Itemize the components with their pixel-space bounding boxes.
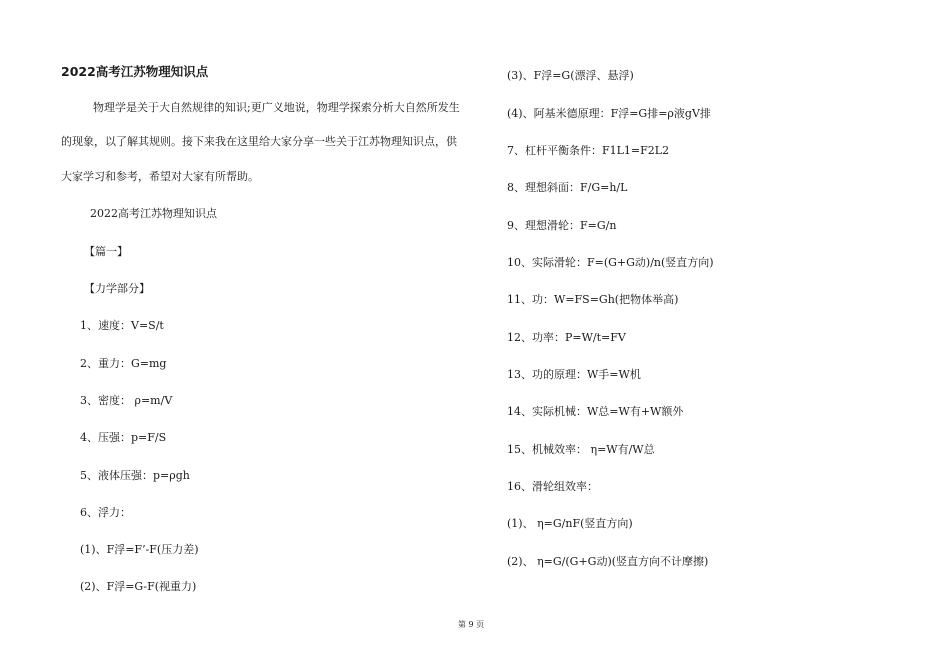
formula-item: (2)、F浮=G-F(视重力) <box>80 580 197 593</box>
formula-item: 7、杠杆平衡条件：F1L1=F2L2 <box>507 144 670 157</box>
section-heading: 【篇一】 <box>84 245 128 258</box>
formula-item: (3)、F浮=G(漂浮、悬浮) <box>507 69 634 82</box>
formula-item: (1)、F浮=F’-F(压力差) <box>80 543 199 556</box>
formula-item: 11、功：W=FS=Gh(把物体举高) <box>507 293 679 306</box>
formula-item: 5、液体压强：p=ρgh <box>80 469 190 482</box>
formula-item: 3、密度： ρ=m/V <box>80 394 173 407</box>
document-title: 2022高考江苏物理知识点 <box>61 64 209 79</box>
page-number: 第 9 页 <box>458 620 485 629</box>
formula-item: 1、速度：V=S/t <box>80 319 164 332</box>
formula-item: (1)、 η=G/nF(竖直方向) <box>507 517 633 530</box>
intro-line-3: 大家学习和参考，希望对大家有所帮助。 <box>61 170 259 183</box>
formula-item: 14、实际机械：W总=W有+W额外 <box>507 405 684 418</box>
subsection-heading: 【力学部分】 <box>84 282 150 295</box>
formula-item: 2、重力：G=mg <box>80 357 167 370</box>
formula-item: (2)、 η=G/(G+G动)(竖直方向不计摩擦) <box>507 555 709 568</box>
intro-line-1: 物理学是关于大自然规律的知识;更广义地说，物理学探索分析大自然所发生 <box>93 101 460 114</box>
subtitle: 2022高考江苏物理知识点 <box>90 207 217 220</box>
formula-item: 12、功率：P=W/t=FV <box>507 331 626 344</box>
formula-item: 15、机械效率： η=W有/W总 <box>507 443 655 456</box>
formula-item: 4、压强：p=F/S <box>80 431 167 444</box>
intro-line-2: 的现象，以了解其规则。接下来我在这里给大家分享一些关于江苏物理知识点，供 <box>61 135 457 148</box>
formula-item: 16、滑轮组效率： <box>507 480 598 493</box>
formula-item: 8、理想斜面：F/G=h/L <box>507 181 628 194</box>
formula-item: (4)、阿基米德原理：F浮=G排=ρ液gV排 <box>507 107 711 120</box>
formula-item: 9、理想滑轮：F=G/n <box>507 219 617 232</box>
formula-item: 10、实际滑轮：F=(G+G动)/n(竖直方向) <box>507 256 714 269</box>
formula-item: 13、功的原理：W手=W机 <box>507 368 641 381</box>
formula-item: 6、浮力： <box>80 506 131 519</box>
